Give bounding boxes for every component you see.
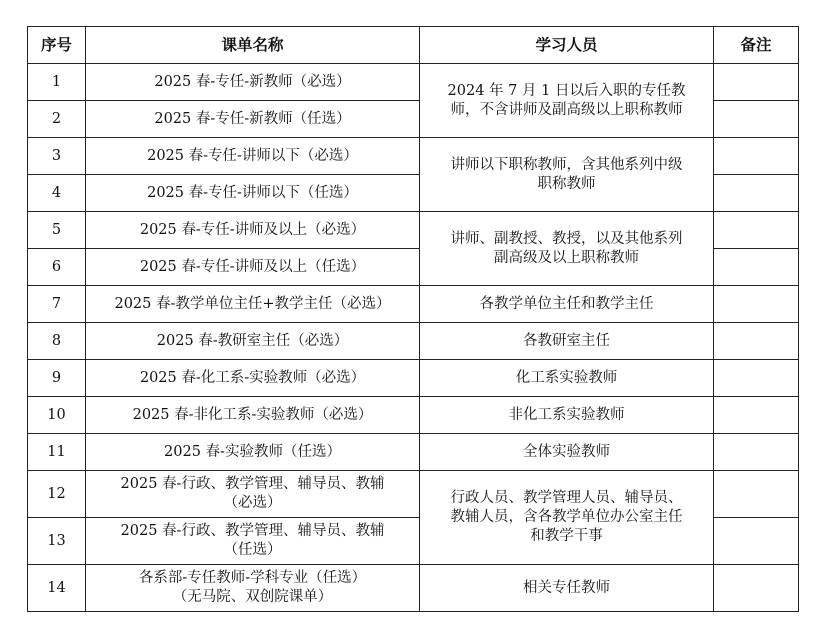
people-cell: 相关专任教师 <box>420 565 714 612</box>
course-name: 2025 春-专任-新教师（任选） <box>86 101 420 138</box>
row-no: 6 <box>28 249 86 286</box>
header-course: 课单名称 <box>86 27 420 64</box>
table-row <box>28 565 799 612</box>
row-no: 5 <box>28 212 86 249</box>
note-cell <box>714 286 799 323</box>
note-cell <box>714 360 799 397</box>
people-cell: 非化工系实验教师 <box>420 397 714 434</box>
course-name: 2025 春-实验教师（任选） <box>86 434 420 471</box>
people-line: 讲师、副教授、教授，以及其他系列 <box>450 230 683 247</box>
course-name: 2025 春-非化工系-实验教师（必选） <box>86 397 420 434</box>
course-name-line: （任选） <box>223 542 282 558</box>
row-no: 10 <box>28 397 86 434</box>
table-row <box>28 434 799 471</box>
table-row <box>28 64 799 101</box>
course-name <box>86 565 420 612</box>
note-cell <box>714 175 799 212</box>
row-no: 1 <box>28 64 86 101</box>
row-no: 11 <box>28 434 86 471</box>
course-name-line: （必选） <box>223 495 282 511</box>
course-list-table <box>27 26 799 612</box>
people-cell: 化工系实验教师 <box>420 360 714 397</box>
course-name <box>86 518 420 565</box>
note-cell <box>714 518 799 565</box>
row-no: 7 <box>28 286 86 323</box>
note-cell <box>714 434 799 471</box>
table-row <box>28 471 799 518</box>
course-name: 2025 春-化工系-实验教师（必选） <box>86 360 420 397</box>
people-line: 和教学干事 <box>530 528 603 544</box>
row-no: 13 <box>28 518 86 565</box>
table-header-row <box>28 27 799 64</box>
people-cell <box>420 212 714 286</box>
note-cell <box>714 138 799 175</box>
people-line: 职称教师 <box>537 175 596 192</box>
course-name: 2025 春-专任-讲师及以上（必选） <box>86 212 420 249</box>
note-cell <box>714 323 799 360</box>
people-line: 副高级及以上职称教师 <box>494 249 639 266</box>
course-name-line: 2025 春-行政、教学管理、辅导员、教辅 <box>120 476 385 492</box>
course-name <box>86 471 420 518</box>
table-row <box>28 323 799 360</box>
people-cell <box>420 471 714 565</box>
row-no: 12 <box>28 471 86 518</box>
people-cell <box>420 138 714 212</box>
people-cell <box>420 64 714 138</box>
header-no: 序号 <box>28 27 86 64</box>
course-name: 2025 春-专任-讲师及以上（任选） <box>86 249 420 286</box>
header-note: 备注 <box>714 27 799 64</box>
row-no: 8 <box>28 323 86 360</box>
table-row <box>28 397 799 434</box>
note-cell <box>714 64 799 101</box>
row-no: 2 <box>28 101 86 138</box>
people-line: 师，不含讲师及副高级以上职称教师 <box>450 101 683 118</box>
course-name-line: （无马院、双创院课单） <box>172 589 333 605</box>
table-row <box>28 212 799 249</box>
course-name: 2025 春-专任-讲师以下（任选） <box>86 175 420 212</box>
course-name: 2025 春-教研室主任（必选） <box>86 323 420 360</box>
people-cell: 各教学单位主任和教学主任 <box>420 286 714 323</box>
people-cell: 全体实验教师 <box>420 434 714 471</box>
people-cell: 各教研室主任 <box>420 323 714 360</box>
course-name-line: 各系部-专任教师-学科专业（任选） <box>138 570 367 586</box>
table-row <box>28 138 799 175</box>
header-people: 学习人员 <box>420 27 714 64</box>
note-cell <box>714 249 799 286</box>
course-name-line: 2025 春-行政、教学管理、辅导员、教辅 <box>120 523 385 539</box>
course-name: 2025 春-专任-讲师以下（必选） <box>86 138 420 175</box>
table-row <box>28 360 799 397</box>
row-no: 3 <box>28 138 86 175</box>
people-line: 2024 年 7 月 1 日以后入职的专任教 <box>447 82 686 99</box>
row-no: 9 <box>28 360 86 397</box>
people-line: 讲师以下职称教师，含其他系列中级 <box>450 156 683 173</box>
row-no: 4 <box>28 175 86 212</box>
note-cell <box>714 101 799 138</box>
course-name: 2025 春-教学单位主任+教学主任（必选） <box>86 286 420 323</box>
row-no: 14 <box>28 565 86 612</box>
table-row <box>28 286 799 323</box>
course-name: 2025 春-专任-新教师（必选） <box>86 64 420 101</box>
people-line: 教辅人员，含各教学单位办公室主任 <box>450 509 683 525</box>
note-cell <box>714 565 799 612</box>
note-cell <box>714 397 799 434</box>
note-cell <box>714 212 799 249</box>
note-cell <box>714 471 799 518</box>
people-line: 行政人员、教学管理人员、辅导员、 <box>450 490 683 506</box>
